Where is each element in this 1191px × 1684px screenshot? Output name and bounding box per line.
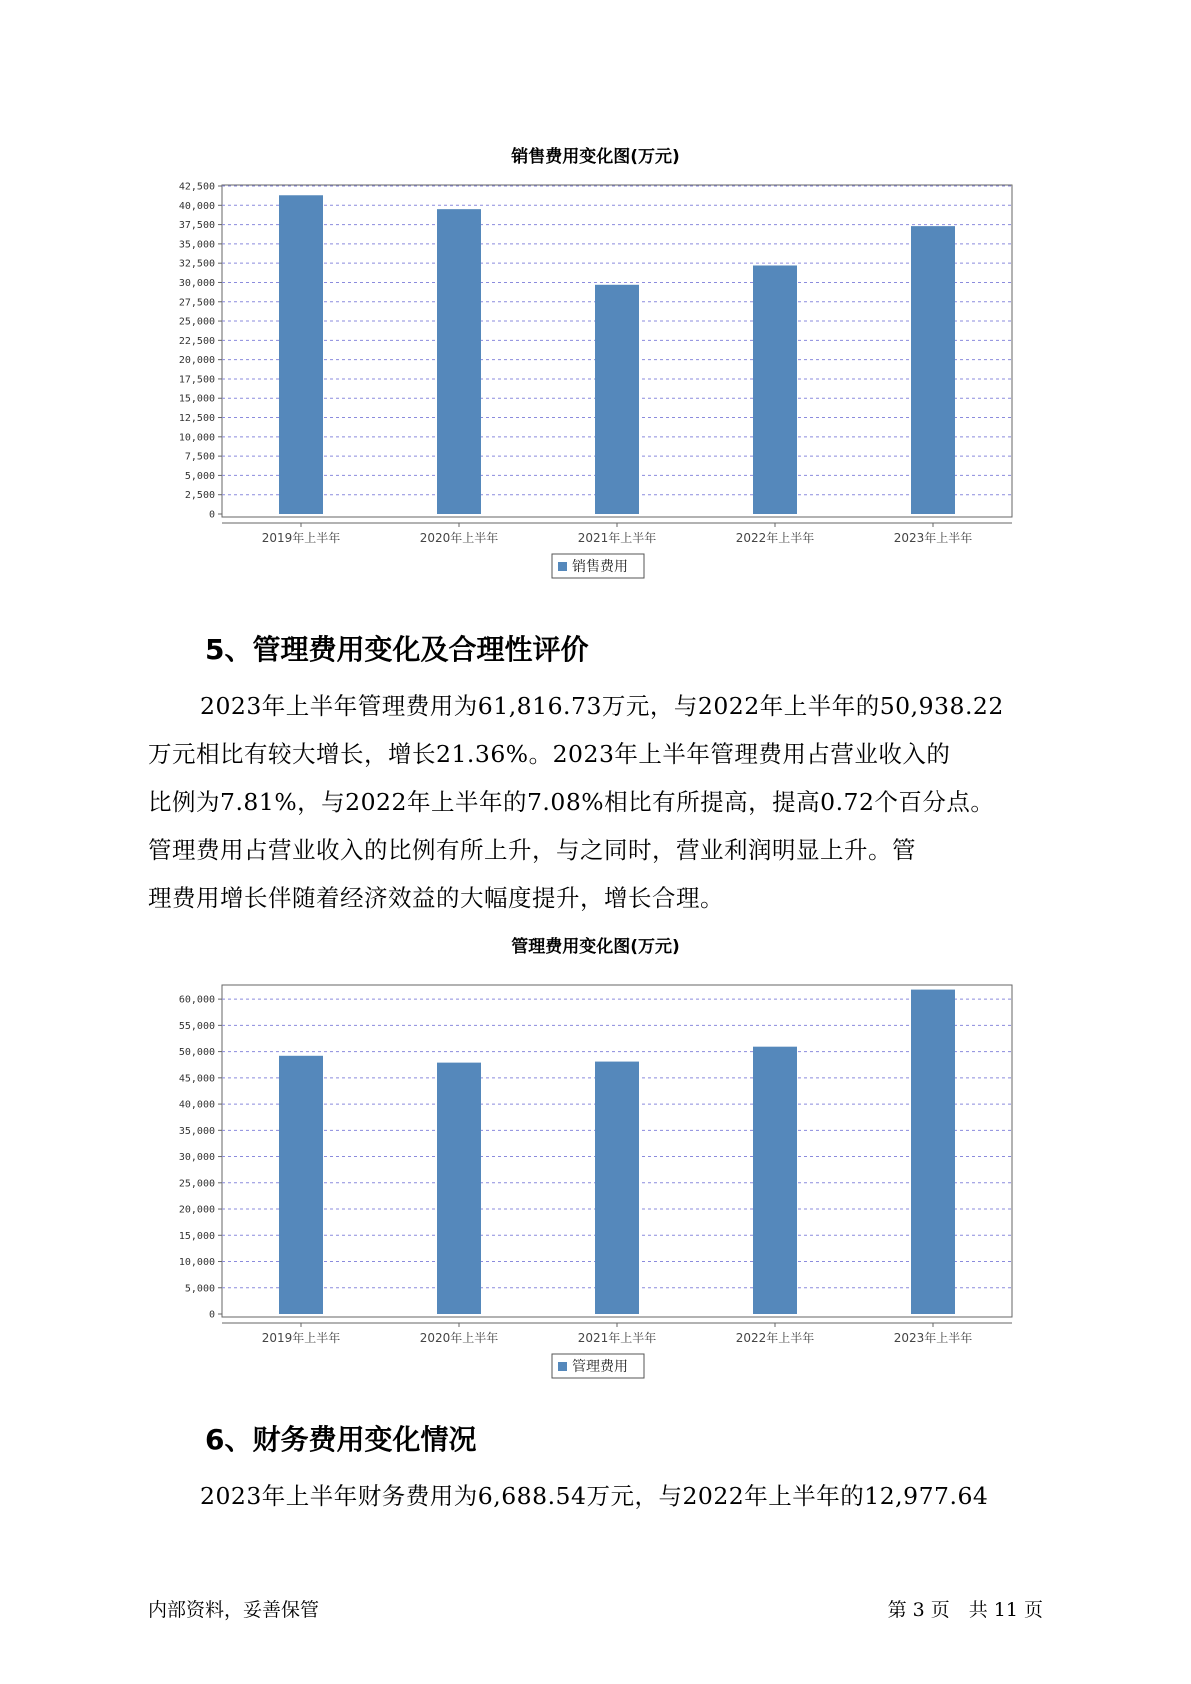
y-tick-label: 7,500 — [184, 451, 215, 463]
y-tick-label: 37,500 — [178, 220, 215, 232]
x-tick-label: 2023年上半年 — [893, 1331, 973, 1345]
paragraph-line: 2023年上半年财务费用为6,688.54万元，与2022年上半年的12,977.64 — [200, 1482, 989, 1510]
section-6-paragraph — [148, 1472, 1068, 1520]
y-tick-label: 35,000 — [178, 1125, 215, 1137]
y-tick-label: 10,000 — [178, 1257, 215, 1269]
section-5-heading: 5、管理费用变化及合理性评价 — [205, 633, 589, 666]
y-tick-label: 35,000 — [178, 239, 215, 251]
paragraph-line: 2023年上半年管理费用为61,816.73万元，与2022年上半年的50,938.22 — [200, 692, 1004, 720]
y-tick-label: 2,500 — [184, 490, 215, 502]
x-tick-label: 2023年上半年 — [893, 531, 973, 545]
y-tick-label: 0 — [208, 1309, 215, 1321]
legend-swatch — [558, 562, 567, 571]
y-tick-label: 25,000 — [178, 316, 215, 328]
y-tick-label: 17,500 — [178, 374, 215, 386]
paragraph-line: 万元相比有较大增长，增长21.36%。2023年上半年管理费用占营业收入的 — [148, 740, 951, 768]
y-tick-label: 60,000 — [178, 994, 215, 1006]
legend-swatch — [558, 1362, 567, 1371]
y-tick-label: 22,500 — [178, 335, 215, 347]
bar — [753, 1047, 797, 1314]
admin-chart-title: 管理费用变化图(万元) — [511, 937, 680, 957]
y-tick-label: 40,000 — [178, 200, 215, 212]
admin-expense-chart — [0, 960, 1191, 1380]
y-tick-label: 10,000 — [178, 432, 215, 444]
x-tick-label: 2021年上半年 — [577, 531, 657, 545]
y-tick-label: 15,000 — [178, 1230, 215, 1242]
y-tick-label: 12,500 — [178, 413, 215, 425]
section-5-paragraph — [148, 682, 1068, 922]
y-tick-label: 50,000 — [178, 1047, 215, 1059]
bar — [437, 209, 481, 514]
legend-label: 销售费用 — [572, 559, 628, 575]
bar — [911, 226, 955, 514]
x-tick-label: 2022年上半年 — [735, 531, 815, 545]
x-tick-label: 2019年上半年 — [261, 1331, 341, 1345]
sales-expense-chart — [0, 160, 1191, 580]
bar — [279, 1056, 323, 1314]
y-tick-label: 0 — [208, 509, 215, 521]
y-tick-label: 5,000 — [184, 470, 215, 482]
bar — [279, 195, 323, 514]
y-tick-label: 55,000 — [178, 1020, 215, 1032]
legend-label: 管理费用 — [572, 1359, 628, 1375]
section-6-heading: 6、财务费用变化情况 — [205, 1423, 477, 1456]
bar — [595, 1062, 639, 1314]
x-tick-label: 2020年上半年 — [419, 1331, 499, 1345]
bar — [753, 265, 797, 514]
paragraph-line: 比例为7.81%，与2022年上半年的7.08%相比有所提高，提高0.72个百分点。 — [148, 788, 995, 816]
y-tick-label: 20,000 — [178, 1204, 215, 1216]
y-tick-label: 5,000 — [184, 1283, 215, 1295]
sales-chart-title: 销售费用变化图(万元) — [511, 147, 680, 167]
x-tick-label: 2021年上半年 — [577, 1331, 657, 1345]
y-tick-label: 30,000 — [178, 1152, 215, 1164]
y-tick-label: 42,500 — [178, 181, 215, 193]
x-tick-label: 2020年上半年 — [419, 531, 499, 545]
x-tick-label: 2019年上半年 — [261, 531, 341, 545]
y-tick-label: 15,000 — [178, 393, 215, 405]
bar — [595, 285, 639, 514]
y-tick-label: 20,000 — [178, 355, 215, 367]
x-tick-label: 2022年上半年 — [735, 1331, 815, 1345]
y-tick-label: 32,500 — [178, 258, 215, 270]
bar — [437, 1063, 481, 1314]
y-tick-label: 25,000 — [178, 1178, 215, 1190]
paragraph-line: 管理费用占营业收入的比例有所上升，与之同时，营业利润明显上升。管 — [148, 836, 916, 864]
y-tick-label: 45,000 — [178, 1073, 215, 1085]
y-tick-label: 30,000 — [178, 277, 215, 289]
y-tick-label: 40,000 — [178, 1099, 215, 1111]
y-tick-label: 27,500 — [178, 297, 215, 309]
paragraph-line: 理费用增长伴随着经济效益的大幅度提升，增长合理。 — [148, 884, 724, 912]
bar — [911, 990, 955, 1314]
footer-page-number: 第 3 页 共 11 页 — [887, 1599, 1043, 1621]
footer-confidential-note: 内部资料，妥善保管 — [148, 1599, 320, 1621]
